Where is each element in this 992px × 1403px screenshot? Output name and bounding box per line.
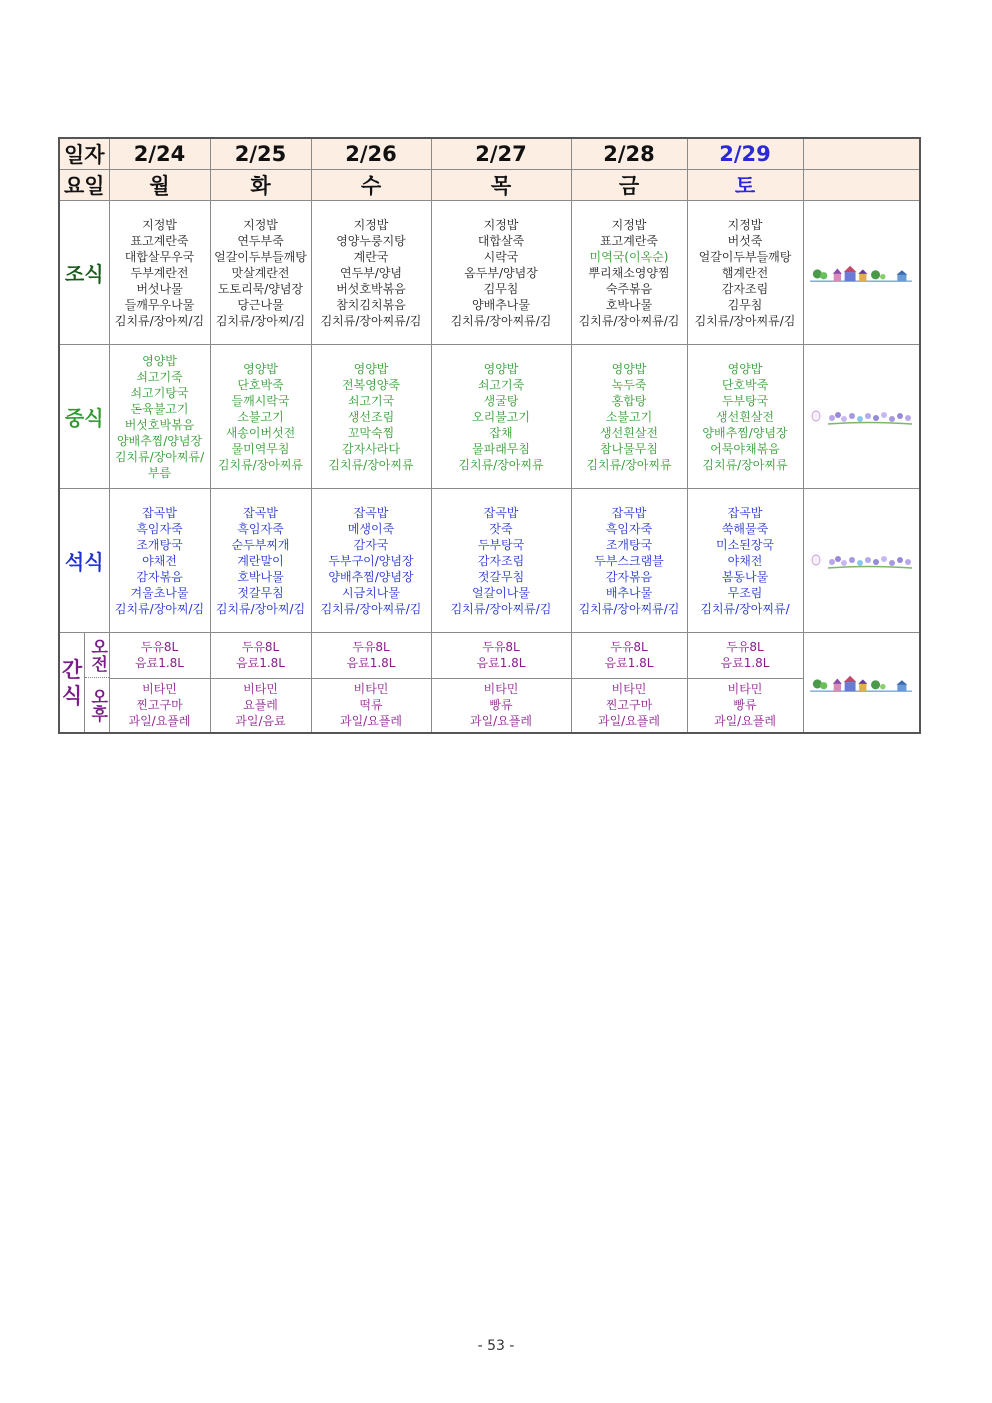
- flower-illustration: [808, 551, 914, 571]
- menu-cell: [571, 345, 687, 489]
- snack-item: 음료1.8L: [346, 656, 396, 671]
- menu-item: 잡곡밥: [611, 505, 647, 520]
- menu-cell: [311, 201, 431, 345]
- weekly-menu-table: [58, 137, 921, 734]
- lunch-label: 중식: [59, 345, 109, 489]
- village-decoration: [803, 633, 920, 734]
- menu-item: 영양밥: [611, 361, 647, 376]
- menu-item: 소불고기: [605, 409, 653, 424]
- menu-item: 도토리묵/양념장: [217, 281, 304, 296]
- snack-item: 비타민: [483, 682, 519, 697]
- menu-cell: [210, 345, 311, 489]
- menu-item: 두부탕국: [721, 393, 769, 408]
- menu-item: 연두부/양념: [339, 265, 402, 280]
- menu-item: 쇠고기죽: [477, 377, 525, 392]
- snack-item: 두유8L: [482, 640, 520, 655]
- snack-item: 음료1.8L: [236, 656, 285, 671]
- snack-label-1: 간: [61, 657, 83, 682]
- menu-item: 감자볶음: [605, 569, 653, 584]
- menu-item: 새송이버섯전: [225, 425, 296, 440]
- menu-item: 참나물무침: [600, 441, 658, 456]
- menu-item: 조개탕국: [136, 537, 183, 552]
- snack-item: 과일/음료: [235, 714, 286, 729]
- menu-item: 시금치나물: [342, 585, 400, 600]
- dinner-row: [59, 489, 920, 633]
- snack-item: 비타민: [727, 682, 763, 697]
- date-cell: 2/29: [687, 138, 803, 170]
- menu-item: 녹두죽: [611, 377, 647, 392]
- village-illustration: [805, 673, 917, 693]
- menu-item: 단호박죽: [237, 377, 284, 392]
- menu-item: 참치김치볶음: [336, 297, 406, 312]
- menu-item: 지정밥: [353, 217, 389, 232]
- menu-item: 잡곡밥: [243, 505, 278, 520]
- snack-item: 두유8L: [140, 640, 179, 655]
- menu-item: 계란국: [353, 249, 389, 264]
- snack-item: 음료1.8L: [604, 656, 654, 671]
- menu-item: 얼갈이두부들깨탕: [214, 249, 307, 264]
- menu-item: 쇠고기국: [347, 393, 395, 408]
- menu-item: 버섯호박볶음: [124, 417, 195, 432]
- menu-item: 영양밥: [353, 361, 389, 376]
- menu-item: 두부계란전: [130, 265, 189, 280]
- snack-item: 음료1.8L: [135, 656, 184, 671]
- date-cell: 2/26: [311, 138, 431, 170]
- menu-item: 소불고기: [237, 409, 284, 424]
- menu-cell: [571, 201, 687, 345]
- flower-illustration: [808, 407, 914, 427]
- menu-item: 전복영양죽: [342, 377, 400, 392]
- menu-item: 햄계란전: [721, 265, 769, 280]
- menu-item: 잡곡밥: [142, 505, 177, 520]
- day-cell: 월: [109, 170, 210, 201]
- snack-item: 비타민: [243, 682, 278, 697]
- menu-item: 김치류/장아찌/김: [114, 601, 205, 616]
- menu-item: 오리불고기: [472, 409, 530, 424]
- menu-item: 감자국: [353, 537, 389, 552]
- menu-item: 감자조림: [477, 553, 525, 568]
- menu-item: 물미역무침: [231, 441, 290, 456]
- menu-item: 호박나물: [237, 569, 284, 584]
- menu-cell: [210, 201, 311, 345]
- snack-item: 음료1.8L: [720, 656, 770, 671]
- flower-decoration: [803, 345, 920, 489]
- snack-item: 떡류: [359, 698, 383, 713]
- menu-item: 버섯나물: [136, 281, 183, 296]
- menu-item: 영양밥: [727, 361, 763, 376]
- date-cell: 2/25: [210, 138, 311, 170]
- snack-item: 빵류: [489, 698, 513, 713]
- menu-item: 김치류/장아찌류/김: [320, 601, 422, 616]
- pm-label: 오후: [87, 688, 108, 722]
- menu-item: 지정밥: [727, 217, 763, 232]
- date-label: 일자: [59, 138, 109, 170]
- snack-item: 빵류: [733, 698, 757, 713]
- menu-item: 잡곡밥: [353, 505, 389, 520]
- menu-item: 옴두부/양념장: [464, 265, 538, 280]
- menu-item: 두부스크램블: [594, 553, 664, 568]
- menu-item: 순두부찌개: [231, 537, 290, 552]
- breakfast-label: 조식: [59, 201, 109, 345]
- menu-item: 생선조림: [347, 409, 395, 424]
- menu-item: 젓갈무침: [477, 569, 525, 584]
- menu-item: 흑임자죽: [237, 521, 284, 536]
- menu-item: 김치류/장아찌류: [458, 457, 544, 472]
- menu-item: 영양밥: [483, 361, 519, 376]
- menu-item: 무조림: [727, 585, 763, 600]
- menu-item: 연두부죽: [237, 233, 284, 248]
- snack-label-cell: [59, 633, 109, 734]
- menu-item: 꼬막숙찜: [347, 425, 395, 440]
- menu-cell: [109, 345, 210, 489]
- am-label-cell: [85, 633, 109, 678]
- menu-cell: [431, 345, 571, 489]
- breakfast-row: [59, 201, 920, 345]
- snack-item: 두유8L: [352, 640, 390, 655]
- snack-item: 찐고구마: [136, 698, 183, 713]
- menu-item: 김치류/장아찌류/김: [450, 313, 552, 328]
- menu-item: 양배추찜/양념장: [328, 569, 414, 584]
- snack-item: 비타민: [142, 682, 177, 697]
- menu-item: 김치류/장아찌/김: [215, 601, 306, 616]
- pm-label-cell: [85, 678, 109, 733]
- snack-cell: [571, 633, 687, 679]
- menu-item: 시락국: [483, 249, 519, 264]
- menu-item: 쇠고기죽: [136, 369, 183, 384]
- flower-decoration: [803, 489, 920, 633]
- menu-item: 김치류/장아찌류/김: [578, 601, 680, 616]
- menu-item: 영양밥: [142, 353, 177, 368]
- snack-item: 두유8L: [610, 640, 648, 655]
- menu-item: 부름: [147, 465, 172, 480]
- menu-item: 쑥해물죽: [721, 521, 769, 536]
- menu-item: 김치류/장아찌류/: [114, 449, 205, 464]
- snack-item: 비타민: [353, 682, 389, 697]
- menu-cell: [109, 489, 210, 633]
- snack-item: 두유8L: [726, 640, 764, 655]
- menu-item: 어묵야채볶음: [710, 441, 780, 456]
- menu-item: 김치류/장아찌류/김: [578, 313, 680, 328]
- menu-item: 젓갈무침: [237, 585, 284, 600]
- day-cell: 수: [311, 170, 431, 201]
- menu-item: 메생이죽: [347, 521, 395, 536]
- menu-cell: [431, 489, 571, 633]
- menu-item: 김치류/장아찌류/김: [450, 601, 552, 616]
- menu-item: 잡곡밥: [483, 505, 519, 520]
- day-cell: 토: [687, 170, 803, 201]
- snack-item: 과일/요플레: [597, 714, 660, 729]
- menu-cell: [109, 201, 210, 345]
- date-cell: 2/24: [109, 138, 210, 170]
- menu-item: 지정밥: [611, 217, 647, 232]
- menu-item: 버섯호박볶음: [336, 281, 406, 296]
- snack-item: 과일/요플레: [128, 714, 191, 729]
- menu-item: 지정밥: [243, 217, 278, 232]
- am-label: 오전: [87, 638, 108, 672]
- menu-cell: [687, 489, 803, 633]
- menu-item: 김치류/장아찌류: [328, 457, 414, 472]
- menu-item: 흑임자죽: [136, 521, 183, 536]
- snack-item: 요플레: [243, 698, 278, 713]
- menu-item: 생굴탕: [483, 393, 519, 408]
- menu-item: 야채전: [727, 553, 763, 568]
- decoration-header-cell: [803, 170, 920, 201]
- menu-item: 잣죽: [489, 521, 513, 536]
- menu-item: 감자사라다: [342, 441, 400, 456]
- snack-cell: [311, 633, 431, 679]
- menu-item: 흑임자죽: [605, 521, 653, 536]
- menu-cell: [687, 201, 803, 345]
- menu-item: 맛살계란전: [231, 265, 290, 280]
- menu-item: 단호박죽: [721, 377, 769, 392]
- menu-cell: [311, 345, 431, 489]
- decoration-header-cell: [803, 138, 920, 170]
- menu-item: 두부구이/양념장: [328, 553, 414, 568]
- village-illustration: [805, 263, 917, 283]
- menu-item: 김치류/장아찌류: [702, 457, 788, 472]
- menu-item: 돈육불고기: [130, 401, 189, 416]
- date-cell: 2/27: [431, 138, 571, 170]
- menu-item: 배추나물: [605, 585, 653, 600]
- lunch-row: [59, 345, 920, 489]
- menu-item: 홍합탕: [611, 393, 647, 408]
- menu-item: 겨울초나물: [130, 585, 189, 600]
- menu-item: 감자조림: [721, 281, 769, 296]
- menu-item: 영양누룽지탕: [336, 233, 406, 248]
- snack-cell: [687, 678, 803, 733]
- snack-pm-row: [59, 678, 920, 733]
- snack-label-2: 식: [61, 683, 83, 708]
- menu-item: 김치류/장아찌류: [586, 457, 672, 472]
- snack-cell: [431, 678, 571, 733]
- dinner-label: 석식: [59, 489, 109, 633]
- menu-item: 김무침: [483, 281, 519, 296]
- snack-item: 과일/요플레: [339, 714, 402, 729]
- menu-item: 양배추찜/양념장: [116, 433, 203, 448]
- menu-cell: [687, 345, 803, 489]
- menu-item: 지정밥: [142, 217, 177, 232]
- menu-item: 쇠고기탕국: [130, 385, 189, 400]
- menu-item: 호박나물: [605, 297, 653, 312]
- village-decoration: [803, 201, 920, 345]
- menu-item: 미소된장국: [716, 537, 774, 552]
- snack-cell: [109, 678, 210, 733]
- menu-item: 얼갈이두부들깨탕: [698, 249, 792, 264]
- menu-item: 김치류/장아찌류/김: [320, 313, 422, 328]
- menu-item: 잡채: [489, 425, 513, 440]
- date-cell: 2/28: [571, 138, 687, 170]
- menu-item: 얼갈이나물: [472, 585, 530, 600]
- menu-cell: [210, 489, 311, 633]
- menu-item: 미역국(이옥순): [589, 249, 669, 264]
- menu-item: 들깨시락국: [231, 393, 290, 408]
- menu-item: 들깨무우나물: [124, 297, 195, 312]
- menu-item: 뿌리채소영양찜: [588, 265, 670, 280]
- day-row: [59, 170, 920, 201]
- menu-item: 버섯죽: [727, 233, 763, 248]
- menu-cell: [571, 489, 687, 633]
- menu-item: 김무침: [727, 297, 763, 312]
- snack-cell: [431, 633, 571, 679]
- menu-cell: [311, 489, 431, 633]
- menu-item: 김치류/장아찌류/: [700, 601, 790, 616]
- menu-item: 대합살죽: [477, 233, 525, 248]
- menu-item: 표고계란죽: [600, 233, 658, 248]
- snack-main-label: [60, 633, 85, 732]
- menu-item: 잡곡밥: [727, 505, 763, 520]
- menu-item: 감자볶음: [136, 569, 183, 584]
- menu-item: 봄동나물: [721, 569, 769, 584]
- snack-cell: [109, 633, 210, 679]
- menu-item: 야채전: [142, 553, 177, 568]
- snack-cell: [311, 678, 431, 733]
- menu-item: 김치류/장아찌류/김: [694, 313, 796, 328]
- menu-item: 당근나물: [237, 297, 284, 312]
- menu-item: 숙주볶음: [605, 281, 653, 296]
- snack-item: 과일/요플레: [713, 714, 776, 729]
- menu-item: 생선흰살전: [716, 409, 774, 424]
- menu-item: 대합살무우국: [124, 249, 195, 264]
- snack-item: 음료1.8L: [476, 656, 526, 671]
- menu-item: 표고계란죽: [130, 233, 189, 248]
- snack-label-layout: [60, 633, 109, 732]
- snack-item: 과일/요플레: [469, 714, 532, 729]
- menu-item: 물파래무침: [472, 441, 530, 456]
- snack-cell: [687, 633, 803, 679]
- menu-item: 김치류/장아찌/김: [114, 313, 205, 328]
- menu-item: 계란말이: [237, 553, 284, 568]
- page-number: - 53 -: [477, 1338, 515, 1354]
- date-row: [59, 138, 920, 170]
- menu-item: 양배추나물: [472, 297, 530, 312]
- menu-item: 조개탕국: [605, 537, 653, 552]
- day-label: 요일: [59, 170, 109, 201]
- snack-item: 두유8L: [241, 640, 280, 655]
- snack-cell: [571, 678, 687, 733]
- snack-am-row: [59, 633, 920, 679]
- menu-item: 생선흰살전: [600, 425, 658, 440]
- snack-item: 비타민: [611, 682, 647, 697]
- menu-item: 김치류/장아찌류: [217, 457, 304, 472]
- day-cell: 목: [431, 170, 571, 201]
- menu-item: 김치류/장아찌/김: [215, 313, 306, 328]
- menu-item: 양배추찜/양념장: [702, 425, 788, 440]
- menu-item: 두부탕국: [477, 537, 525, 552]
- menu-item: 지정밥: [483, 217, 519, 232]
- menu-item: 영양밥: [243, 361, 278, 376]
- snack-cell: [210, 678, 311, 733]
- snack-item: 찐고구마: [605, 698, 653, 713]
- day-cell: 화: [210, 170, 311, 201]
- menu-cell: [431, 201, 571, 345]
- day-cell: 금: [571, 170, 687, 201]
- snack-cell: [210, 633, 311, 679]
